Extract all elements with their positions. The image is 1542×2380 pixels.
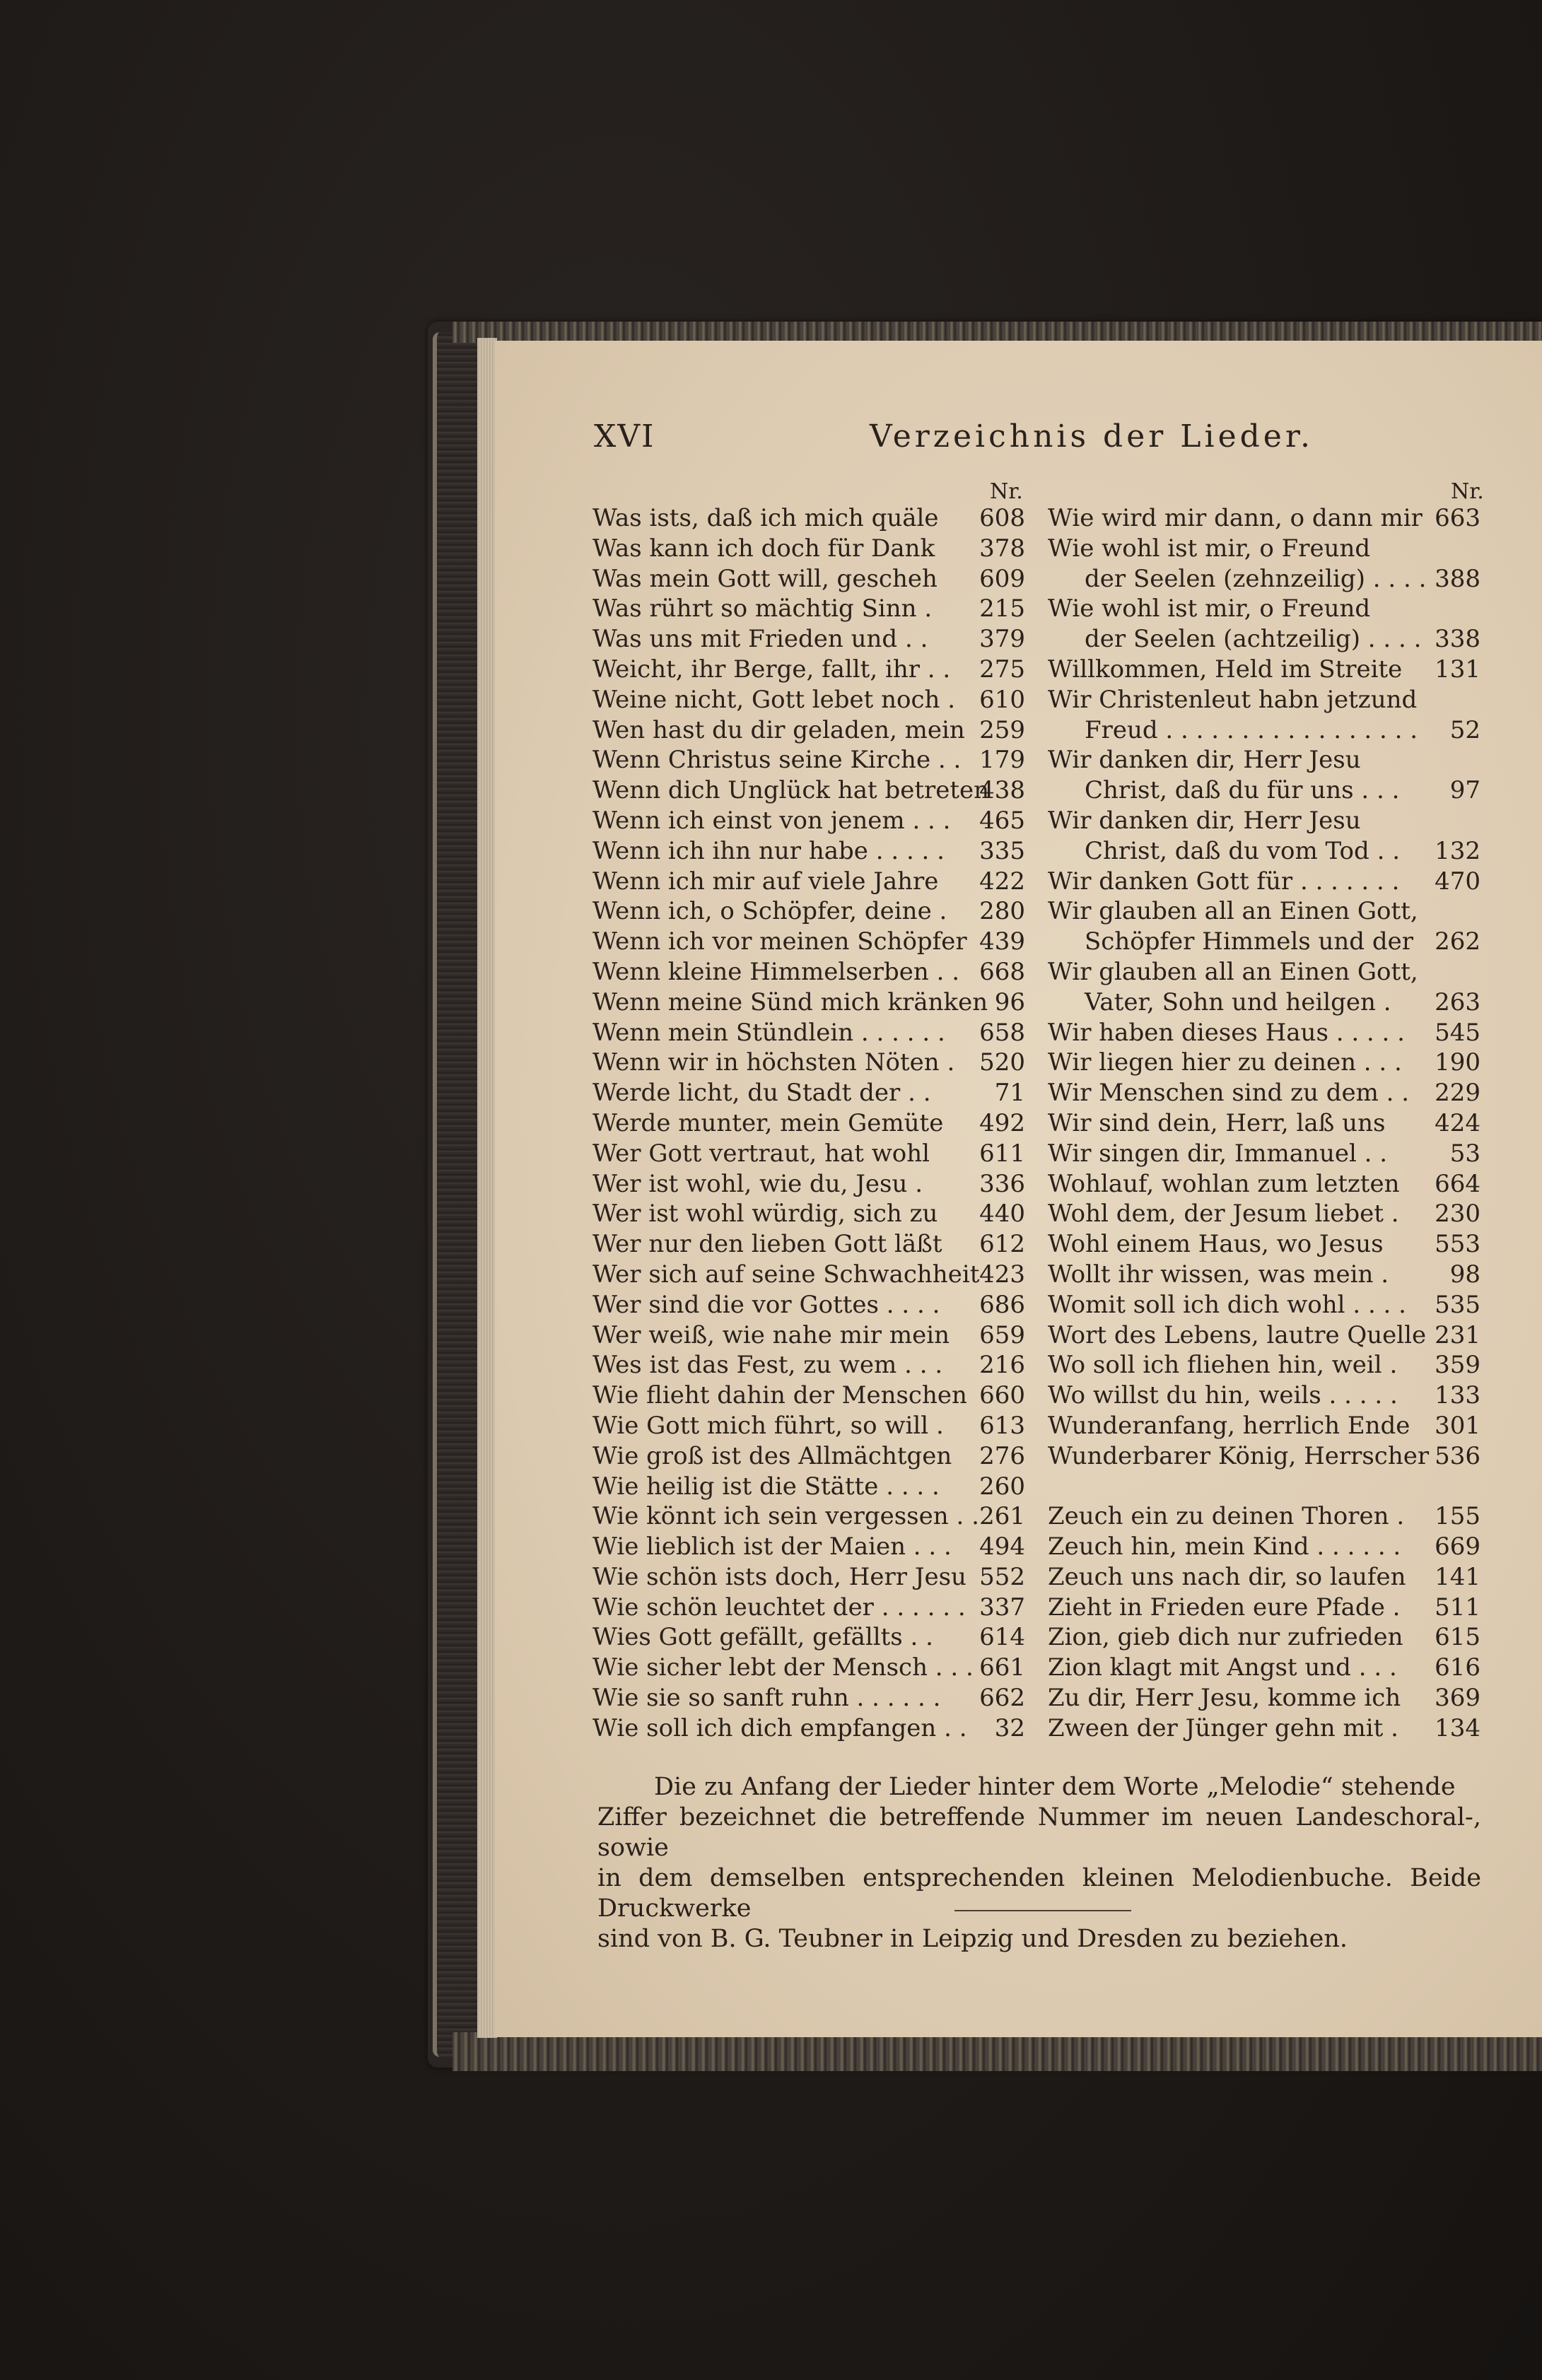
index-entry: [1048, 1501, 1480, 1532]
entry-number: 97: [1449, 776, 1480, 805]
entry-number: 388: [1435, 564, 1480, 593]
index-entry: [592, 1169, 1025, 1200]
entry-number: 71: [994, 1079, 1025, 1108]
index-entry: [592, 1139, 1025, 1169]
index-entry: [592, 1532, 1025, 1562]
page-edges: [477, 338, 497, 2038]
entry-title: Zion, gieb dich nur zufrieden: [1048, 1623, 1403, 1652]
index-entry: [1048, 624, 1480, 655]
index-entry: [1048, 534, 1480, 564]
entry-number: 424: [1435, 1108, 1480, 1137]
entry-title: Wo soll ich fliehen hin, weil .: [1048, 1351, 1398, 1380]
footnote-line: in dem demselben entsprechenden kleinen Melodienbuche. Beide Druckwerke: [597, 1864, 1481, 1923]
index-entry: [1048, 1350, 1480, 1380]
entry-title: Wenn ich ihn nur habe . . . . .: [592, 836, 945, 865]
entry-title: Zu dir, Herr Jesu, komme ich: [1048, 1684, 1401, 1713]
entry-number: 520: [979, 1048, 1025, 1077]
index-entry: [592, 775, 1025, 806]
index-entry: [1048, 1139, 1480, 1169]
index-entry: [1048, 867, 1480, 897]
entry-number: 536: [1435, 1441, 1480, 1470]
index-entry: [592, 1501, 1025, 1532]
index-entry: [592, 957, 1025, 987]
entry-number: 422: [979, 867, 1025, 896]
entry-title: Wenn Christus seine Kirche . .: [592, 746, 962, 775]
entry-title: Wer weiß, wie nahe mir mein: [592, 1320, 950, 1349]
entry-title: Wer ist wohl würdig, sich zu: [592, 1200, 938, 1229]
index-entry: [592, 1441, 1025, 1472]
entry-title: Wohl einem Haus, wo Jesus: [1048, 1230, 1384, 1259]
entry-number: 612: [979, 1230, 1025, 1259]
index-entry: [592, 685, 1025, 715]
entry-title: Zieht in Frieden eure Pfade .: [1048, 1593, 1401, 1622]
entry-number: 664: [1435, 1169, 1480, 1198]
index-entry: [1048, 957, 1480, 987]
entry-number: 439: [979, 927, 1025, 956]
entry-title: Wir haben dieses Haus . . . . .: [1048, 1018, 1405, 1047]
entry-title: Wenn mein Stündlein . . . . . .: [592, 1018, 945, 1047]
entry-title: Was mein Gott will, gescheh: [592, 564, 938, 593]
index-entry: [592, 1199, 1025, 1229]
index-entry: [1048, 1078, 1480, 1108]
index-entry: [1048, 1593, 1480, 1623]
divider-rule: [954, 1910, 1131, 1911]
entry-title: Wie wohl ist mir, o Freund: [1048, 594, 1371, 623]
index-entry: [592, 1290, 1025, 1320]
entry-number: 276: [979, 1441, 1025, 1470]
index-entry: [592, 1018, 1025, 1048]
entry-number: 615: [1435, 1623, 1480, 1652]
entry-number: 494: [979, 1532, 1025, 1561]
entry-title: Wenn dich Unglück hat betreten: [592, 776, 990, 805]
entry-title: Wenn ich einst von jenem . . .: [592, 806, 951, 835]
entry-title: Werde munter, mein Gemüte: [592, 1108, 944, 1137]
index-entry: [592, 836, 1025, 867]
index-entry: [592, 1683, 1025, 1713]
entry-title: Wenn wir in höchsten Nöten .: [592, 1048, 955, 1077]
index-column-left: [592, 503, 1025, 1744]
index-entry: [1048, 987, 1480, 1018]
entry-number: 216: [979, 1351, 1025, 1380]
entry-number: 190: [1435, 1048, 1480, 1077]
index-entry: [592, 1350, 1025, 1380]
entry-title: Wie soll ich dich empfangen . .: [592, 1713, 967, 1742]
entry-title: Wunderbarer König, Herrscher: [1048, 1441, 1430, 1470]
entry-number: 301: [1435, 1411, 1480, 1440]
entry-title: Was rührt so mächtig Sinn .: [592, 594, 933, 623]
entry-title: Wohlauf, wohlan zum letzten: [1048, 1169, 1400, 1198]
entry-number: 337: [979, 1593, 1025, 1622]
entry-number: 260: [979, 1472, 1025, 1501]
entry-number: 53: [1449, 1139, 1480, 1168]
index-entry: [592, 1562, 1025, 1593]
entry-number: 261: [979, 1502, 1025, 1531]
entry-title: Wie könnt ich sein vergessen . .: [592, 1502, 979, 1531]
entry-number: 179: [979, 746, 1025, 775]
index-entry: [1048, 1411, 1480, 1441]
entry-title: Christ, daß du vom Tod . .: [1085, 836, 1401, 865]
entry-title: Wir glauben all an Einen Gott,: [1048, 957, 1418, 986]
index-entry: [1048, 715, 1480, 746]
index-entry: [592, 1472, 1025, 1502]
entry-number: 663: [1435, 504, 1480, 532]
index-entry: [1048, 1472, 1480, 1502]
entry-title: Wir glauben all an Einen Gott,: [1048, 897, 1418, 926]
entry-number: 155: [1435, 1502, 1480, 1531]
index-entry: [592, 655, 1025, 685]
entry-title: Wir singen dir, Immanuel . .: [1048, 1139, 1388, 1168]
entry-title: Was ists, daß ich mich quäle: [592, 504, 939, 532]
index-entry: [1048, 775, 1480, 806]
entry-title: Wo willst du hin, weils . . . . .: [1048, 1381, 1398, 1410]
entry-number: 229: [1435, 1079, 1480, 1108]
entry-title: Wie groß ist des Allmächtgen: [592, 1441, 952, 1470]
entry-title: Wer ist wohl, wie du, Jesu .: [592, 1169, 923, 1198]
entry-title: Wie Gott mich führt, so will .: [592, 1411, 944, 1440]
entry-title: Wie wohl ist mir, o Freund: [1048, 534, 1371, 563]
entry-title: Wort des Lebens, lautre Quelle: [1048, 1320, 1427, 1349]
entry-title: Wie schön leuchtet der . . . . . .: [592, 1593, 966, 1622]
index-entry: [592, 624, 1025, 655]
entry-title: Wenn ich, o Schöpfer, deine .: [592, 897, 947, 926]
index-entry: [1048, 745, 1480, 775]
index-entry: [592, 1260, 1025, 1290]
entry-title: Was kann ich doch für Dank: [592, 534, 935, 563]
index-entry: [1048, 1048, 1480, 1078]
entry-title: Zion klagt mit Angst und . . .: [1048, 1653, 1397, 1682]
entry-number: 511: [1435, 1593, 1480, 1622]
entry-title: Wir danken Gott für . . . . . . .: [1048, 867, 1400, 896]
entry-title: Willkommen, Held im Streite: [1048, 655, 1403, 684]
cover-edge-bottom: [452, 2032, 1542, 2071]
index-entry: [592, 534, 1025, 564]
entry-title: Wollt ihr wissen, was mein .: [1048, 1260, 1389, 1289]
entry-number: 545: [1435, 1018, 1480, 1047]
entry-number: 470: [1435, 867, 1480, 896]
entry-title: Wer sind die vor Gottes . . . .: [592, 1290, 940, 1319]
entry-number: 610: [979, 685, 1025, 714]
index-entry: [1048, 1622, 1480, 1653]
entry-number: 32: [994, 1713, 1025, 1742]
entry-number: 378: [979, 534, 1025, 563]
entry-title: Zween der Jünger gehn mit .: [1048, 1713, 1398, 1742]
entry-title: Wohl dem, der Jesum liebet .: [1048, 1200, 1399, 1229]
entry-title: Zeuch uns nach dir, so laufen: [1048, 1562, 1406, 1591]
entry-title: Wie lieblich ist der Maien . . .: [592, 1532, 952, 1561]
footnote-line: sind von B. G. Teubner in Leipzig und Dresden zu beziehen.: [597, 1925, 1348, 1953]
entry-title: Wie sie so sanft ruhn . . . . . .: [592, 1684, 941, 1713]
index-entry: [1048, 1320, 1480, 1351]
entry-number: 614: [979, 1623, 1025, 1652]
entry-title: der Seelen (achtzeilig) . . . .: [1085, 625, 1422, 654]
entry-title: Werde licht, du Stadt der . .: [592, 1079, 931, 1108]
entry-title: Wes ist das Fest, zu wem . . .: [592, 1351, 943, 1380]
cover-edge-top: [452, 322, 1542, 343]
entry-number: 230: [1435, 1200, 1480, 1229]
entry-number: 616: [1435, 1653, 1480, 1682]
entry-number: 465: [979, 806, 1025, 835]
index-entry: [1048, 927, 1480, 957]
index-entry: [592, 1108, 1025, 1139]
index-entry: [1048, 806, 1480, 836]
entry-title: Schöpfer Himmels und der: [1085, 927, 1413, 956]
entry-number: 611: [979, 1139, 1025, 1168]
footnote-line: Ziffer bezeichnet die betreffende Nummer im neuen Landeschoral-, sowie: [597, 1803, 1481, 1862]
entry-number: 369: [1435, 1684, 1480, 1713]
index-entry: [1048, 896, 1480, 927]
entry-number: 132: [1435, 836, 1480, 865]
entry-title: Wie flieht dahin der Menschen: [592, 1381, 967, 1410]
entry-title: Wie heilig ist die Stätte . . . .: [592, 1472, 940, 1501]
index-entry: [592, 1593, 1025, 1623]
book-page: [495, 341, 1542, 2037]
entry-number: 669: [1435, 1532, 1480, 1561]
entry-title: Christ, daß du für uns . . .: [1085, 776, 1400, 805]
index-entry: [1048, 564, 1480, 594]
page-number: XVI: [594, 418, 655, 455]
entry-title: Wies Gott gefällt, gefällts . .: [592, 1623, 933, 1652]
index-entry: [592, 867, 1025, 897]
index-entry: [592, 896, 1025, 927]
entry-title: Wenn meine Sünd mich kränken: [592, 987, 988, 1016]
index-entry: [1048, 1653, 1480, 1683]
entry-title: Weine nicht, Gott lebet noch .: [592, 685, 956, 714]
entry-number: 98: [1449, 1260, 1480, 1289]
index-entry: [592, 806, 1025, 836]
index-entry: [1048, 1169, 1480, 1200]
entry-title: Vater, Sohn und heilgen .: [1085, 987, 1391, 1016]
index-entry: [592, 1653, 1025, 1683]
entry-number: 338: [1435, 625, 1480, 654]
entry-title: Wir danken dir, Herr Jesu: [1048, 806, 1361, 835]
index-entry: [1048, 1199, 1480, 1229]
index-entry: [1048, 503, 1480, 534]
entry-number: 52: [1449, 715, 1480, 744]
entry-title: Wir Christenleut habn jetzund: [1048, 685, 1418, 714]
entry-number: 660: [979, 1381, 1025, 1410]
entry-number: 608: [979, 504, 1025, 532]
index-entry: [592, 987, 1025, 1018]
entry-title: Was uns mit Frieden und . .: [592, 625, 928, 654]
entry-number: 662: [979, 1684, 1025, 1713]
index-entry: [1048, 1380, 1480, 1411]
index-entry: [1048, 1562, 1480, 1593]
index-entry: [592, 1713, 1025, 1744]
index-entry: [592, 1048, 1025, 1078]
nr-label-left: Nr.: [990, 479, 1023, 504]
index-entry: [592, 927, 1025, 957]
entry-number: 423: [979, 1260, 1025, 1289]
index-entry: [592, 1622, 1025, 1653]
index-entry: [1048, 1229, 1480, 1260]
entry-number: 134: [1435, 1713, 1480, 1742]
index-entry: [592, 715, 1025, 746]
entry-title: der Seelen (zehnzeilig) . . . .: [1085, 564, 1427, 593]
entry-number: 280: [979, 897, 1025, 926]
index-entry: [592, 1229, 1025, 1260]
entry-title: Wir liegen hier zu deinen . . .: [1048, 1048, 1402, 1077]
entry-title: Zeuch hin, mein Kind . . . . . .: [1048, 1532, 1401, 1561]
footnote-line: Die zu Anfang der Lieder hinter dem Worte „Melodie“ stehende: [654, 1773, 1456, 1801]
entry-number: 335: [979, 836, 1025, 865]
entry-title: Zeuch ein zu deinen Thoren .: [1048, 1502, 1405, 1531]
entry-number: 609: [979, 564, 1025, 593]
entry-number: 658: [979, 1018, 1025, 1047]
entry-title: Wenn ich mir auf viele Jahre: [592, 867, 939, 896]
entry-number: 262: [1435, 927, 1480, 956]
index-entry: [592, 1078, 1025, 1108]
index-entry: [1048, 1441, 1480, 1472]
entry-number: 661: [979, 1653, 1025, 1682]
entry-title: Freud . . . . . . . . . . . . . . . . .: [1085, 715, 1418, 744]
entry-number: 133: [1435, 1381, 1480, 1410]
index-column-right: [1048, 503, 1480, 1744]
index-entry: [1048, 1683, 1480, 1713]
index-entry: [1048, 1018, 1480, 1048]
entry-number: 552: [979, 1562, 1025, 1591]
index-entry: [592, 564, 1025, 594]
entry-title: Wie wird mir dann, o dann mir: [1048, 504, 1423, 532]
entry-number: 275: [979, 655, 1025, 684]
index-entry: [592, 1411, 1025, 1441]
entry-number: 686: [979, 1290, 1025, 1319]
entry-number: 336: [979, 1169, 1025, 1198]
index-entry: [1048, 1713, 1480, 1744]
index-entry: [592, 503, 1025, 534]
footnote: [597, 1772, 1481, 1954]
entry-title: Wir danken dir, Herr Jesu: [1048, 746, 1361, 775]
entry-number: 492: [979, 1108, 1025, 1137]
index-entry: [592, 745, 1025, 775]
entry-number: 259: [979, 715, 1025, 744]
entry-number: 231: [1435, 1320, 1480, 1349]
entry-number: 613: [979, 1411, 1025, 1440]
entry-title: Wenn ich vor meinen Schöpfer: [592, 927, 967, 956]
entry-number: 668: [979, 957, 1025, 986]
nr-label-right: Nr.: [1451, 479, 1484, 504]
entry-title: Wen hast du dir geladen, mein: [592, 715, 965, 744]
index-entry: [1048, 1260, 1480, 1290]
page-title: Verzeichnis der Lieder.: [870, 418, 1314, 455]
index-entry: [1048, 594, 1480, 624]
entry-number: 440: [979, 1200, 1025, 1229]
index-entry: [1048, 685, 1480, 715]
entry-number: 96: [994, 987, 1025, 1016]
index-entry: [1048, 1108, 1480, 1139]
index-entry: [592, 594, 1025, 624]
entry-title: Womit soll ich dich wohl . . . .: [1048, 1290, 1406, 1319]
entry-number: 659: [979, 1320, 1025, 1349]
index-entry: [592, 1320, 1025, 1351]
entry-number: 131: [1435, 655, 1480, 684]
entry-number: 553: [1435, 1230, 1480, 1259]
index-entry: [1048, 655, 1480, 685]
entry-number: 141: [1435, 1562, 1480, 1591]
entry-number: 379: [979, 625, 1025, 654]
index-entry: [1048, 1290, 1480, 1320]
entry-title: Wenn kleine Himmelserben . .: [592, 957, 960, 986]
entry-number: 438: [979, 776, 1025, 805]
entry-title: Wie schön ists doch, Herr Jesu: [592, 1562, 966, 1591]
index-entry: [1048, 836, 1480, 867]
entry-number: 215: [979, 594, 1025, 623]
entry-number: 359: [1435, 1351, 1480, 1380]
entry-title: Wer sich auf seine Schwachheit: [592, 1260, 980, 1289]
entry-title: Wir sind dein, Herr, laß uns: [1048, 1108, 1386, 1137]
entry-number: 535: [1435, 1290, 1480, 1319]
index-entry: [1048, 1532, 1480, 1562]
entry-number: 263: [1435, 987, 1480, 1016]
entry-title: Wie sicher lebt der Mensch . . .: [592, 1653, 974, 1682]
entry-title: Wer nur den lieben Gott läßt: [592, 1230, 942, 1259]
entry-title: Weicht, ihr Berge, fallt, ihr . .: [592, 655, 951, 684]
entry-title: Wer Gott vertraut, hat wohl: [592, 1139, 930, 1168]
entry-title: Wir Menschen sind zu dem . .: [1048, 1079, 1410, 1108]
entry-title: Wunderanfang, herrlich Ende: [1048, 1411, 1410, 1440]
index-entry: [592, 1380, 1025, 1411]
